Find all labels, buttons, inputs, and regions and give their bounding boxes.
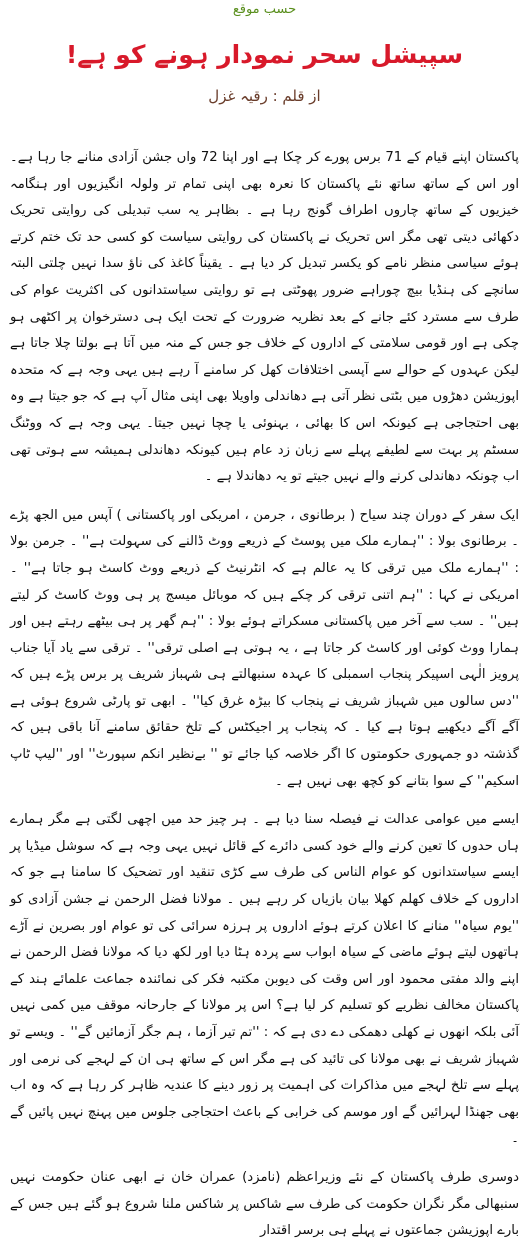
article-paragraph: پاکستان اپنے قیام کے 71 برس پورے کر چکا ہے اور اپنا 72 واں جشن آزادی منانے جا رہا ہے۔ اور اس کے ساتھ ساتھ نئے پاکستان کا نعرہ بھی اپنی تمام تر ولولہ انگیزیوں اور ہنگامہ خیزیوں کے ساتھ چاروں اطراف گونج رہا ہے ۔ بظاہر یہ سب تبدیلی کی روایتی تحریک دکھائی دیتی تھی مگر اس تحریک نے پاکستان کی روایتی سیاست کو کسی حد تک ختم کرتے ہوئے سیاسی منظر نامے کو یکسر تبدیل کر دیا ہے ۔ یقیناً کاغذ کی ناؤ سدا نہیں چلتی البتہ سانچے کی ہنڈیا بیچ چوراہے ضرور پھوٹتی ہے تو روایتی سیاستدانوں کی اکثریت عوام کی طرف سے مسترد کئے جانے کے بعد نظریہ ضرورت کے تحت ایک ہی دسترخوان پر اکٹھی ہو چکی ہے اور قومی سلامتی کے اداروں کے خلاف جو جس کے منہ میں آتا ہے بولتا چلا جاتا ہے لیکن عہدوں کے حوالے سے آپسی اختلافات کھل کر سامنے آ رہے ہیں یہی وجہ ہے کہ متحدہ اپوزیشن دھڑوں میں بٹتی نظر آتی ہے دھاندلی واویلا بھی اپنی مثال آپ ہے کہ جو جیتا ہے وہ بھی احتجاجی ہے کیونکہ اس کا بھائی ، بہنوئی یا چچا نہیں جیتا۔ یہی وجہ ہے کہ ووٹنگ سسٹم پر بہت سے لطیفے پہلے سے زبان زد عام ہیں کیونکہ دھاندلی ہمیشہ سے ہوتی تھی اب چونکہ دھاندلی کرنے والے نہیں جیتے تو یہ دھاندلا ہے ۔ [10, 150, 519, 485]
article-body [10, 145, 519, 1257]
column-kicker: حسب موقع [232, 2, 297, 17]
article-paragraph: ایک سفر کے دوران چند سیاح ( برطانوی ، جرمن ، امریکی اور پاکستانی ) آپس میں الجھ پڑے ۔ برطانوی بولا : ''ہمارے ملک میں پوسٹ کے ذریعے ووٹ ڈالنے کی سہولت ہے'' ۔ جرمن بولا : ''ہمارے ملک میں ترقی کا یہ عالم ہے کہ انٹرنیٹ کے ذریعے ووٹ کاسٹ ہو جاتا ہے'' ۔ امریکی نے کہا : ''ہم اتنی ترقی کر چکے ہیں کہ موبائل میسج پر ہی ووٹ کاسٹ کر لیتے ہیں'' ۔ سب سے آخر میں پاکستانی مسکراتے ہوئے بولا : ''ہم گھر پر ہی بیٹھے رہتے ہیں اور ہمارا ووٹ کوئی اور کاسٹ کر جاتا ہے ، یہ ہوتی ہے اصلی ترقی'' ۔ ترقی سے یاد آیا جناب پرویز الٰہی اسپیکر پنجاب اسمبلی کا عہدہ سنبھالتے ہی شہباز شریف پر برس پڑے ہیں کہ ''دس سالوں میں شہباز شریف نے پنجاب کا بیڑہ غرق کیا'' ۔ ابھی تو پارٹی شروع ہوئی ہے آگے آگے دیکھیے ہوتا ہے کیا ۔ کہ پنجاب پر اجیکٹس کے تلخ حقائق سامنے آنا باقی ہیں کہ گذشتہ دو جمہوری حکومتوں کا اگر خلاصہ کیا جائے تو '' بےنظیر انکم سپورٹ'' اور ''لیپ ٹاپ اسکیم'' کے سوا بتانے کو کچھ بھی نہیں ہے ۔ [10, 507, 519, 789]
article-headline: سپیشل سحر نمودار ہونے کو ہے! [65, 40, 464, 69]
article-paragraph: ایسے میں عوامی عدالت نے فیصلہ سنا دیا ہے ۔ ہر چیز حد میں اچھی لگتی ہے مگر ہمارے ہاں حدوں کا تعین کرنے والے خود کسی دائرے کے قائل نہیں یہی وجہ ہے کہ سوشل میڈیا پر ایسے سیاستدانوں کو عوام الناس کی طرف سے کڑی تنقید اور تضحیک کا سامنا ہے جو کہ اداروں کے خلاف کھلم کھلا بیان بازیاں کر رہے ہیں ۔ مولانا فضل الرحمن نے جشن آزادی کو ''یوم سیاہ'' منانے کا اعلان کرتے ہوئے اداروں پر ہرزہ سرائی کی تو عوام اور بصرین نے آڑے ہاتھوں لیتے ہوئے ماضی کے سیاہ ابواب سے پردہ ہٹا دیا اور لکھ دیا کہ مولانا فضل الرحمن نے اپنے والد مفتی محمود اور اس وقت کی دیوبن مکتبہ فکر کی نمائندہ جماعت علمائے ہند کے پاکستان مخالف نظریے کو تسلیم کر لیا ہے؟ اس پر مولانا کے جارحانہ موقف میں کمی نہیں آئی بلکہ انھوں نے کھلی دھمکی دے دی ہے کہ : ''تم تیر آزما ، ہم جگر آزمائیں گے'' ۔ ویسے تو شہباز شریف نے بھی مولانا کی تائید کی ہے مگر اس کے ساتھ ہی ان کے لہجے کی نرمی اور پہلے سے تلخ لہجے میں مذاکرات کی اہمیت پر زور دینے کا عندیہ ظاہر کر رہا ہے کہ وہ اب بھی جھنڈا لہرائیں گے اور موسم کی خرابی کے باعث احتجاجی جلوس میں پہنچ نہیں پائیں گے ۔ [10, 812, 519, 1147]
article-paragraph: دوسری طرف پاکستان کے نئے وزیراعظم (نامزد) عمران خان نے ابھی عنان حکومت نہیں سنبھالی مگر نگران حکومت کی طرف سے شاکس پر شاکس ملنا شروع ہو گئے ہیں جس کے بارے اپوزیشن جماعتوں نے پہلے ہی برسر اقتدار [10, 1169, 519, 1239]
article-byline: از قلم : رقیہ غزل [208, 87, 321, 105]
